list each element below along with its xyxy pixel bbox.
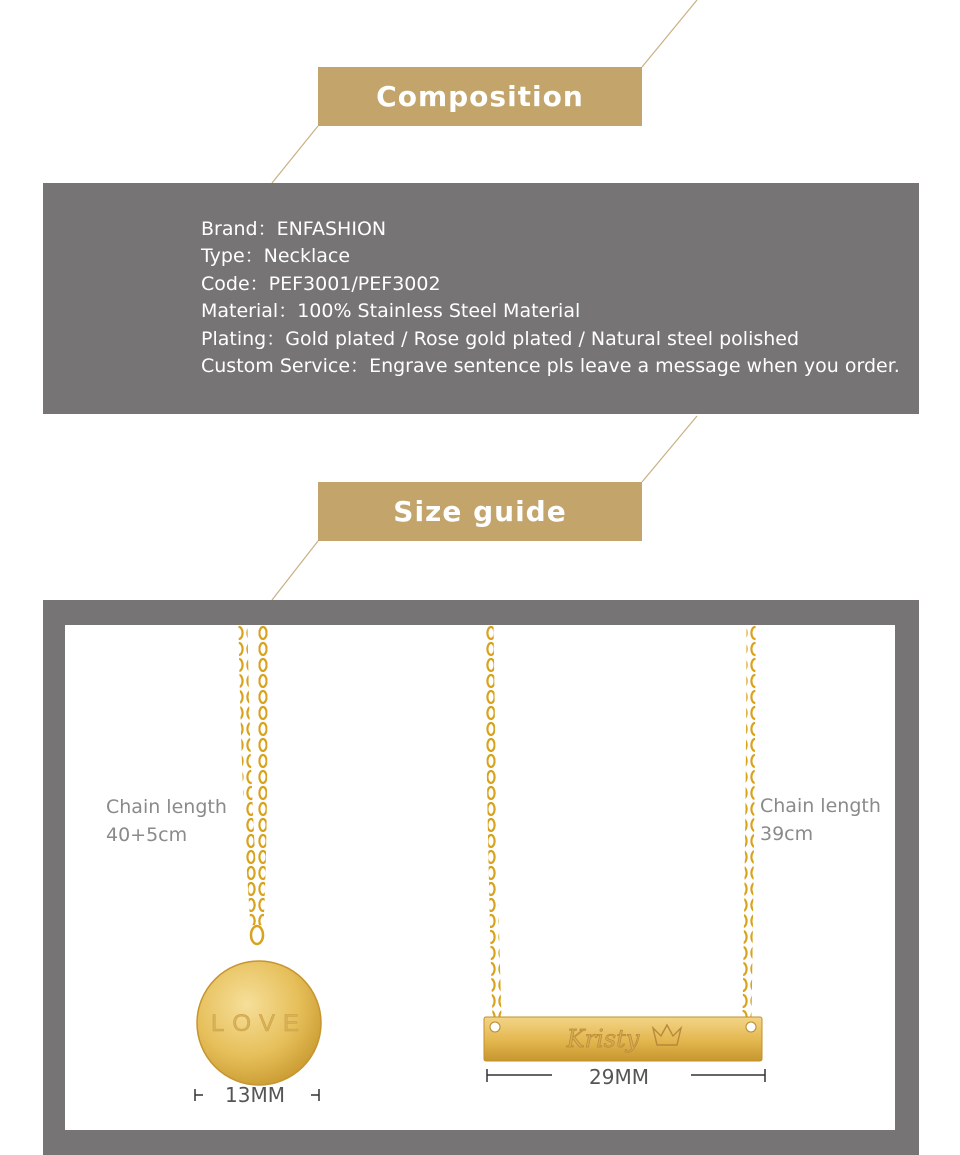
right-chain [489,625,751,1017]
spec-list [201,216,900,380]
necklace-illustration [65,625,895,1130]
product-image-area [65,625,895,1130]
left-chain-length-value: 40+5cm [106,824,188,846]
right-chain-length-value: 39cm [760,823,814,845]
pendant-engraving: LOVE [210,1010,308,1037]
size-guide-banner [318,482,642,541]
spec-code: Code：PEF3001/PEF3002 [201,272,441,295]
left-chain-length-label: Chain length [106,796,227,818]
size-guide-title: Size guide [393,495,567,528]
round-pendant [197,961,321,1085]
right-width-label: 29MM [589,1065,649,1089]
size-guide-panel [43,600,919,1155]
spec-material: Material：100% Stainless Steel Material [201,300,581,323]
bar-pendant [484,1017,762,1061]
spec-custom-service: Custom Service：Engrave sentence pls leave a message when you order. [201,354,900,377]
spec-plating: Plating：Gold plated / Rose gold plated / Natural steel polished [201,327,800,350]
spec-type: Type：Necklace [201,245,351,268]
composition-banner [318,67,642,126]
left-chain [243,625,263,944]
left-chain-length [106,793,227,849]
left-width-label: 13MM [225,1083,285,1107]
specifications-panel [43,183,919,414]
bar-engraving: Kristy [566,1025,640,1053]
right-chain-length-label: Chain length [760,795,881,817]
composition-title: Composition [376,80,584,113]
right-chain-length [760,792,881,848]
spec-brand: Brand：ENFASHION [201,218,387,240]
